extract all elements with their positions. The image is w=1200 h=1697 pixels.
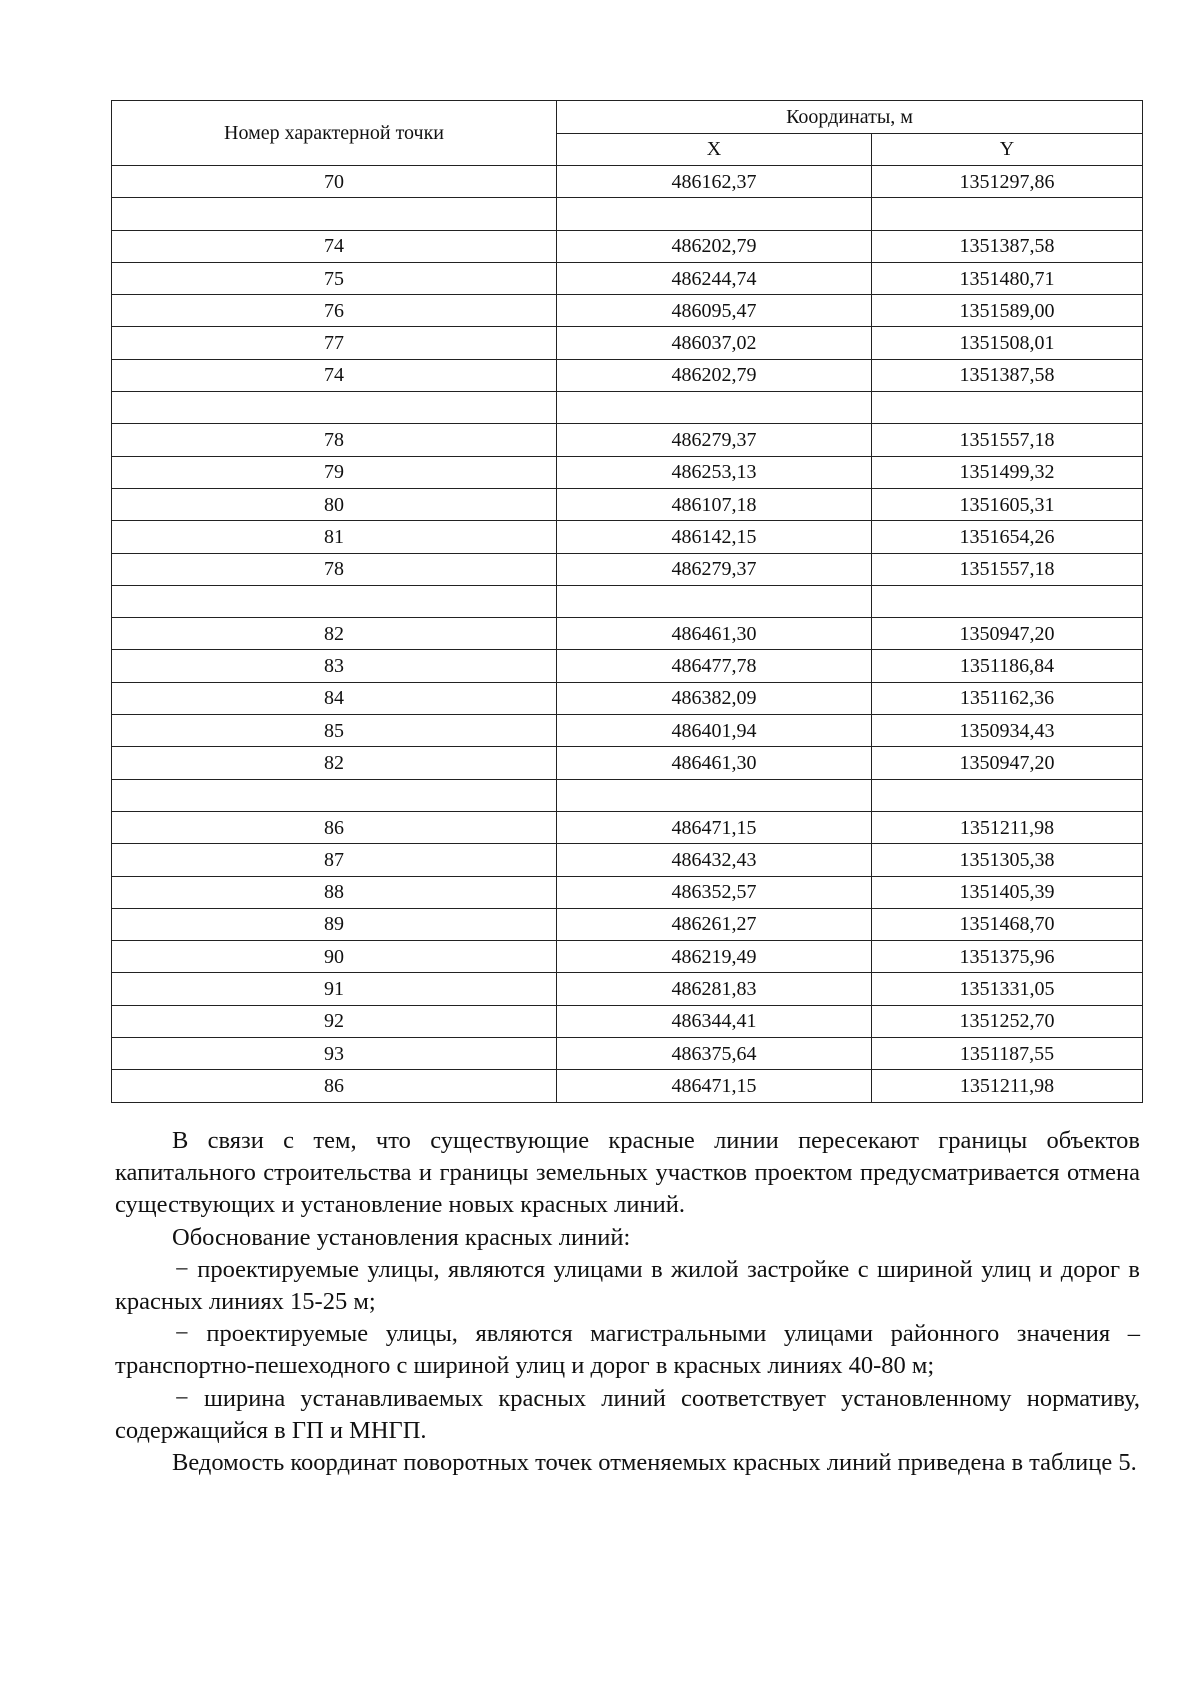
table-row [112,941,1143,973]
y-value: 1350947,20 [872,747,1143,779]
y-value: 1351162,36 [872,682,1143,714]
y-header: Y [872,133,1143,166]
y-value [872,392,1143,424]
table-row [112,553,1143,585]
y-value: 1351654,26 [872,521,1143,553]
table-row [112,747,1143,779]
x-value: 486244,74 [557,262,872,294]
point-number: 81 [112,521,557,553]
table-row [112,682,1143,714]
y-value: 1351252,70 [872,1005,1143,1037]
y-value: 1351508,01 [872,327,1143,359]
x-value: 486219,49 [557,941,872,973]
table-row [112,876,1143,908]
point-number [112,392,557,424]
point-number: 78 [112,424,557,456]
paragraph-table-reference: Ведомость координат поворотных точек отменяемых красных линий приведена в таблице 5. [172,1449,1137,1477]
table-row [112,488,1143,520]
table-row [112,521,1143,553]
y-value: 1351499,32 [872,456,1143,488]
point-number: 75 [112,262,557,294]
point-number: 79 [112,456,557,488]
y-value: 1351557,18 [872,424,1143,456]
x-value: 486107,18 [557,488,872,520]
point-number: 89 [112,908,557,940]
x-value: 486461,30 [557,747,872,779]
x-value: 486202,79 [557,230,872,262]
y-value: 1351297,86 [872,166,1143,198]
table-row [112,262,1143,294]
point-number: 83 [112,650,557,682]
table-row [112,1005,1143,1037]
x-value [557,585,872,617]
x-value: 486401,94 [557,715,872,747]
y-value: 1350947,20 [872,618,1143,650]
x-value: 486142,15 [557,521,872,553]
table-row [112,327,1143,359]
point-number: 74 [112,230,557,262]
point-number: 84 [112,682,557,714]
list-item-residential-streets: − проектируемые улицы, являются улицами в жилой застройке с шириной улиц и дорог в красных линиях 15-25 м; [115,1255,1140,1316]
y-value [872,779,1143,811]
x-value: 486344,41 [557,1005,872,1037]
table-row [112,424,1143,456]
y-value: 1351186,84 [872,650,1143,682]
point-number: 87 [112,844,557,876]
x-header: X [557,133,872,166]
x-value: 486095,47 [557,295,872,327]
point-number [112,198,557,230]
table-row [112,295,1143,327]
x-value: 486279,37 [557,553,872,585]
x-value [557,198,872,230]
point-number-header: Номер характерной точки [112,101,557,166]
x-value: 486202,79 [557,359,872,391]
y-value: 1351387,58 [872,230,1143,262]
y-value: 1351211,98 [872,1070,1143,1102]
y-value [872,585,1143,617]
body-text [115,1125,1140,1479]
table-row [112,650,1143,682]
point-number: 92 [112,1005,557,1037]
point-number: 76 [112,295,557,327]
x-value: 486461,30 [557,618,872,650]
table-row [112,230,1143,262]
x-value: 486432,43 [557,844,872,876]
y-value [872,198,1143,230]
point-number: 70 [112,166,557,198]
list-item-width-standard: − ширина устанавливаемых красных линий соответствует установленному нормативу, содержащийся в ГП и МНГП. [115,1384,1140,1444]
y-value: 1351387,58 [872,359,1143,391]
x-value: 486477,78 [557,650,872,682]
x-value: 486253,13 [557,456,872,488]
x-value: 486281,83 [557,973,872,1005]
y-value: 1351187,55 [872,1038,1143,1070]
x-value: 486471,15 [557,811,872,843]
y-value: 1351405,39 [872,876,1143,908]
x-value: 486037,02 [557,327,872,359]
table-row [112,198,1143,230]
x-value: 486471,15 [557,1070,872,1102]
point-number: 78 [112,553,557,585]
point-number: 85 [112,715,557,747]
y-value: 1351557,18 [872,553,1143,585]
point-number: 74 [112,359,557,391]
paragraph-red-lines-intersection: В связи с тем, что существующие красные линии пересекают границы объектов капитального строительства и границы земельных участков проектом предусматривается отмена существующих и установление новых красных линий. [115,1127,1140,1219]
point-number [112,585,557,617]
table-row [112,715,1143,747]
table-row [112,456,1143,488]
point-number: 91 [112,973,557,1005]
point-number: 86 [112,811,557,843]
x-value: 486375,64 [557,1038,872,1070]
y-value: 1351480,71 [872,262,1143,294]
table-row [112,1070,1143,1102]
point-number: 93 [112,1038,557,1070]
coordinates-table [111,100,1143,1103]
table-row [112,779,1143,811]
table-row [112,359,1143,391]
y-value: 1351211,98 [872,811,1143,843]
y-value: 1351468,70 [872,908,1143,940]
y-value: 1351305,38 [872,844,1143,876]
x-value: 486162,37 [557,166,872,198]
table-row [112,618,1143,650]
point-number: 88 [112,876,557,908]
point-number: 82 [112,747,557,779]
x-value: 486352,57 [557,876,872,908]
point-number [112,779,557,811]
x-value [557,779,872,811]
point-number: 90 [112,941,557,973]
x-value [557,392,872,424]
x-value: 486382,09 [557,682,872,714]
table-row [112,1038,1143,1070]
point-number: 77 [112,327,557,359]
table-header [112,101,1143,166]
table-row [112,908,1143,940]
y-value: 1351589,00 [872,295,1143,327]
x-value: 486279,37 [557,424,872,456]
y-value: 1350934,43 [872,715,1143,747]
table-row [112,973,1143,1005]
table-row [112,585,1143,617]
x-value: 486261,27 [557,908,872,940]
y-value: 1351605,31 [872,488,1143,520]
table-row [112,811,1143,843]
paragraph-justification-heading: Обоснование установления красных линий: [172,1223,631,1251]
table-row [112,166,1143,198]
table-row [112,392,1143,424]
point-number: 86 [112,1070,557,1102]
point-number: 80 [112,488,557,520]
coordinates-group-header: Координаты, м [557,101,1143,134]
point-number: 82 [112,618,557,650]
y-value: 1351375,96 [872,941,1143,973]
list-item-arterial-streets: − проектируемые улицы, являются магистральными улицами районного значения – транспортно-пешеходного с шириной улиц и дорог в красных линиях 40-80 м; [115,1320,1140,1380]
table-row [112,844,1143,876]
y-value: 1351331,05 [872,973,1143,1005]
